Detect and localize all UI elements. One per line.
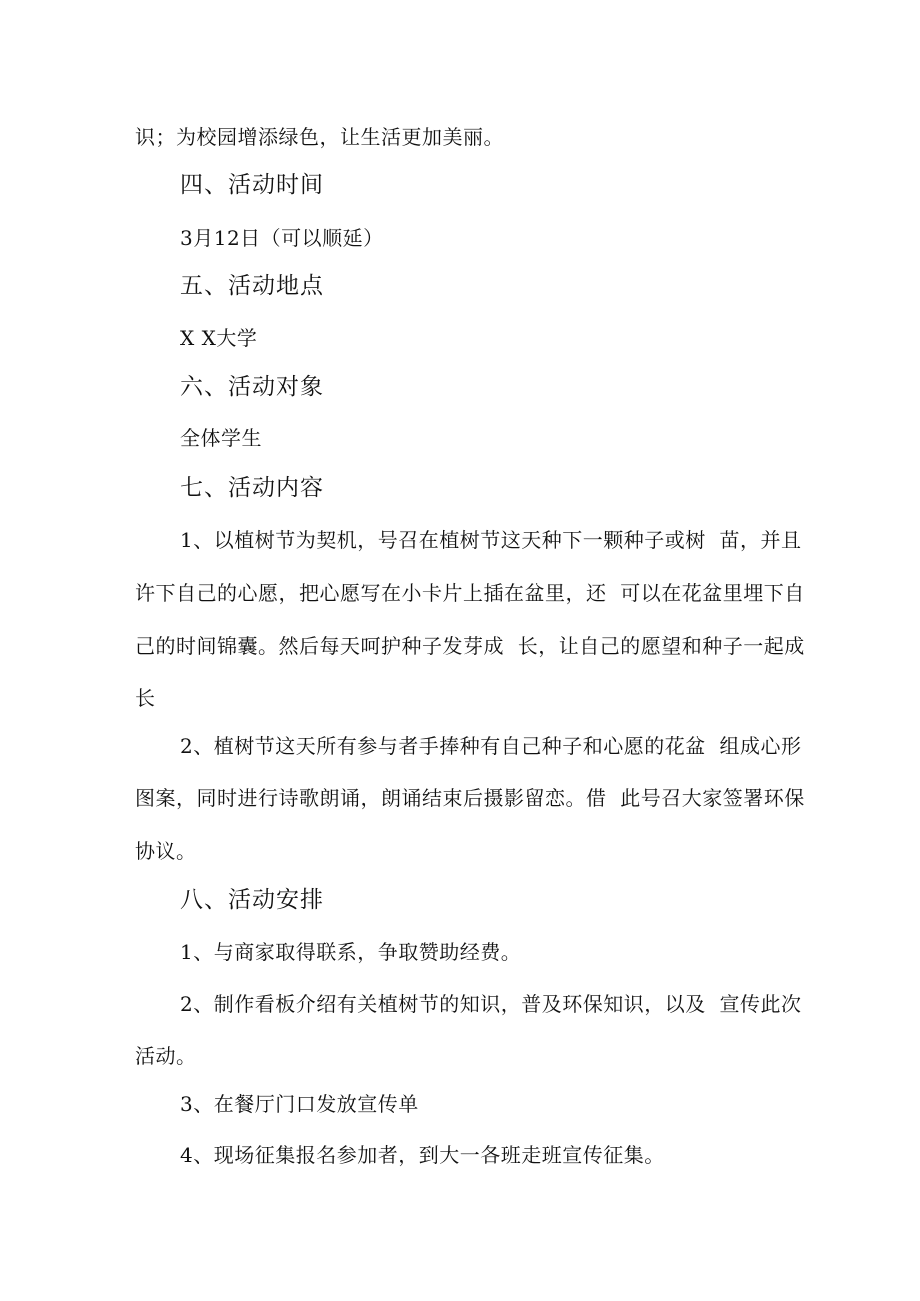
section-heading-content: 七、活动内容: [180, 475, 324, 501]
content-item-2-line: 图案，同时进行诗歌朗诵，朗诵结束后摄影留恋。借 此号召大家签署环保: [135, 786, 805, 810]
arrangement-item-2-line: 2、制作看板介绍有关植树节的知识，普及环保知识，以及 宣传此次: [180, 992, 802, 1016]
section-heading-time: 四、活动时间: [180, 172, 324, 198]
continuation-line: 识；为校园增添绿色，让生活更加美丽。: [135, 125, 504, 149]
section-heading-arrangement: 八、活动安排: [180, 887, 324, 913]
section-heading-audience: 六、活动对象: [180, 374, 324, 400]
arrangement-item-3: 3、在餐厅门口发放宣传单: [180, 1092, 419, 1116]
activity-location-text: X X大学: [180, 326, 258, 350]
activity-audience-text: 全体学生: [180, 426, 262, 450]
content-item-1-line: 1、以植树节为契机，号召在植树节这天种下一颗种子或树 苗，并且: [180, 528, 802, 552]
content-item-2-line: 协议。: [135, 839, 197, 863]
activity-time-text: 3月12日（可以顺延）: [180, 226, 384, 250]
content-item-1-line: 许下自己的心愿，把心愿写在小卡片上插在盆里，还 可以在花盆里埋下自: [135, 581, 805, 605]
content-item-2-line: 2、植树节这天所有参与者手捧种有自己种子和心愿的花盆 组成心形: [180, 734, 802, 758]
content-item-1-line: 长: [135, 686, 156, 710]
content-item-1-line: 己的时间锦囊。然后每天呵护种子发芽成 长，让自己的愿望和种子一起成: [135, 634, 805, 658]
section-heading-location: 五、活动地点: [180, 273, 324, 299]
arrangement-item-2-line: 活动。: [135, 1044, 197, 1068]
arrangement-item-1: 1、与商家取得联系，争取赞助经费。: [180, 940, 522, 964]
arrangement-item-4: 4、现场征集报名参加者，到大一各班走班宣传征集。: [180, 1143, 665, 1167]
